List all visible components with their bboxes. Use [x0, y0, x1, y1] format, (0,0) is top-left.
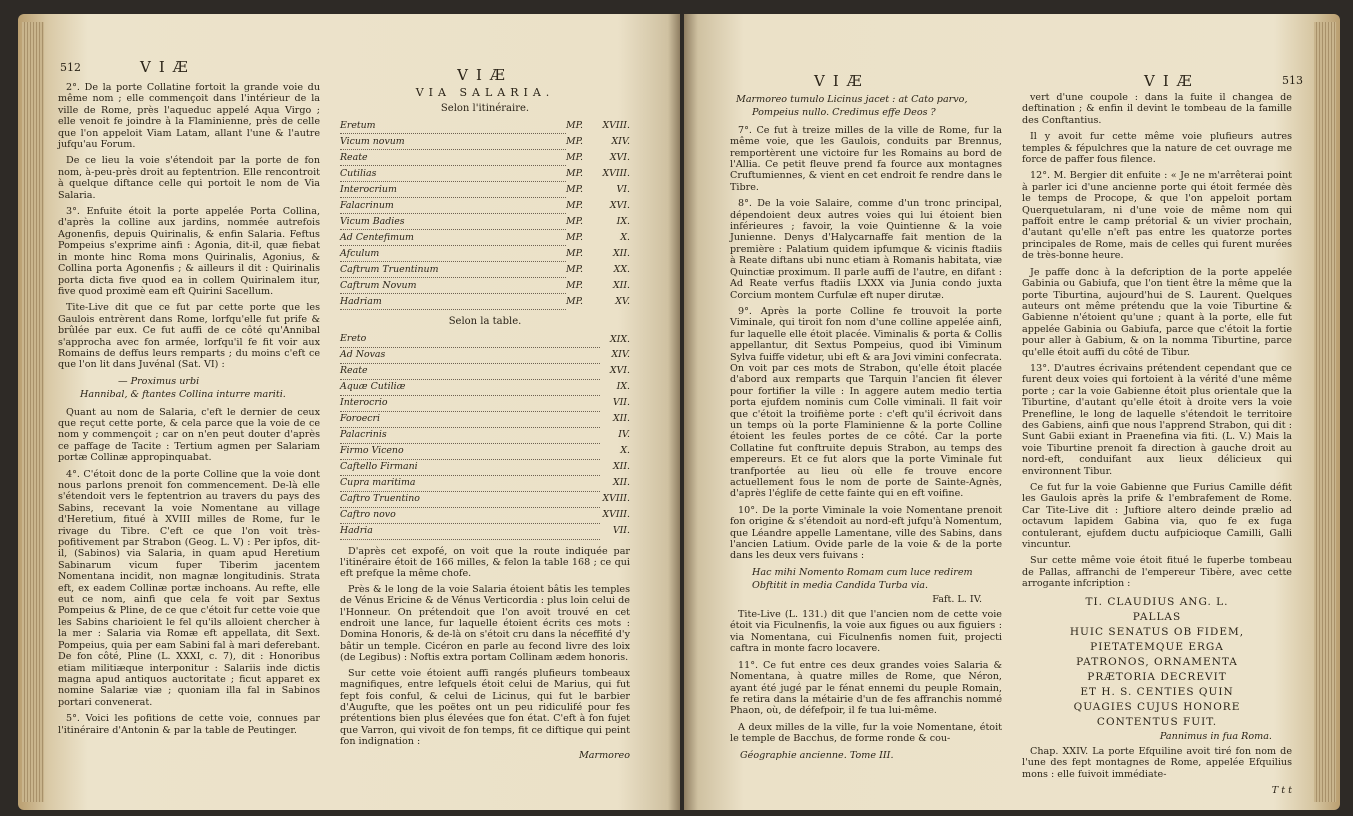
- left-column-2: [340, 66, 630, 761]
- distance: XVI.: [609, 365, 630, 377]
- place-name: Falacrinum: [340, 198, 566, 214]
- page-number-left: 512: [60, 61, 81, 74]
- place-name: Reate: [340, 363, 600, 379]
- distance: XIV.: [611, 136, 630, 148]
- distance: XII.: [612, 477, 630, 489]
- distance: XX.: [613, 264, 630, 276]
- inscription-line: PALLAS: [1132, 610, 1182, 623]
- table-row: [340, 411, 630, 427]
- signature-mark: T t t: [1271, 785, 1292, 797]
- place-name: Reate: [340, 150, 566, 166]
- unit: MP.: [566, 216, 583, 228]
- unit: MP.: [566, 168, 583, 180]
- itinerary-row: [340, 118, 630, 134]
- unit: MP.: [566, 280, 583, 292]
- place-name: Vicum Badies: [340, 214, 566, 230]
- place-name: Firmo Viceno: [340, 443, 600, 459]
- distance: XII.: [612, 413, 630, 425]
- place-name: Hadria: [340, 523, 600, 539]
- open-book: [18, 14, 1340, 810]
- table-row: [340, 427, 630, 443]
- table-row: [340, 507, 630, 523]
- place-name: Caftrum Novum: [340, 278, 566, 294]
- verse-line: Hac mihi Nomento Romam cum luce redirem: [752, 566, 973, 578]
- unit: MP.: [566, 136, 583, 148]
- section-title: VIA SALARIA.: [415, 86, 555, 100]
- paragraph: Je paffe donc à la defcription de la porte appelée Gabinia ou Gabiufa, que l'on tient être la même que la porte Tiburtina, aujourd'hui de S. Laurent. Quelques auteurs ont même prétendu que la voie Tiburtine & Gabienne n'étoient qu'une ; quant à la porte, elle fut appelée Gabinia ou Gabiufa, parce que c'étoit la fortie pour aller à Gabium, & on la nomma Tiburtine, parce qu'elle étoit auffi du côté de Tibur.: [1022, 266, 1292, 358]
- itinerary-row: [340, 198, 630, 214]
- paragraph: 8°. De la voie Salaire, comme d'un tronc principal, dépendoient deux autres voies qui lui étoient bien inférieures ; favoir, la voie Quintienne & la voie Junienne. Denys d'Halycarnaffe fait mention de la première : Palatium quidem ipfumque & vicinis ftadiis à Reate diftans ubi nunc etiam à Romanis habitata, viæ Quinctiæ proximum. Il parle auffi de l'autre, en difant : Ad Reate verfus ftadiis LXXX via Junia condo juxta Corcium montem Curfulæ eft nuper dirutæ.: [730, 198, 1002, 301]
- itinerary-row: [340, 150, 630, 166]
- right-column-2: [1022, 92, 1292, 797]
- distance: XVIII.: [602, 120, 630, 132]
- table-row: [340, 459, 630, 475]
- distance: IX.: [616, 381, 630, 393]
- paragraph: Il y avoit fur cette même voie plufieurs autres temples & fépulchres que la nature de cet ouvrage me force de paffer fous filence.: [1022, 131, 1292, 166]
- verse-line: Hannibal, & ftantes Collina inturre mariti.: [80, 389, 286, 401]
- paragraph: 9°. Après la porte Colline fe trouvoit la porte Viminale, qui tiroit fon nom d'une colline appelée ainfi, fur laquelle elle étoit placée. Viminalis & porta & Collis appellantur, dit Sextus Pompeius, quod ibi Viminum Sylva fuiffe videtur, ubi eft & ara Jovi vimini confecrata. On voit par ces mots de Strabon, qu'elle étoit placée d'abord aux remparts que Tarquin l'ancien fit élever pour fortifier la ville : In aggere autem medio tertia porta ejufdem nominis cum Colle viminali. Il fait voir que c'étoit la troifième porte : c'eft qu'il écrivoit dans un temps où la porte Flaminienne & la porte Colline étoient les feules portes de ce côté. Car la porte Collatine fut conftruite depuis Strabon, au temps des empereurs. Et ce fut alors que la porte Viminale fut tranfportée au lieu où elle fe trouve encore actuellement fous le nom de porte de Sainte-Agnès, d'après l'églife de cette fainte qui en eft voifine.: [730, 305, 1002, 500]
- table-row: [340, 379, 630, 395]
- distance: XVIII.: [602, 509, 630, 521]
- paragraph: Sur cette voie étoient auffi rangés plufieurs tombeaux magnifiques, entre lefquels étoit celui de Marius, qui fut fept fois conful, & celui de Licinus, qui fut le barbier d'Augufte, que les poëtes ont un peu ridiculifé pour fes prétentions bien plus élevées que fon état. C'eft à fon fujet que Varron, qui vivoit de fon temps, fit ce diftique qui peint fon indignation :: [340, 667, 630, 748]
- peutinger-table: [340, 332, 630, 540]
- paragraph: Sur cette même voie étoit fitué le fuperbe tombeau de Pallas, affranchi de l'empereur Tibère, avec cette arrogante infcription :: [1022, 555, 1292, 590]
- paragraph: Ce fut fur la voie Gabienne que Furius Camille défit les Gaulois après la prife & l'embrafement de Rome. Car Tite-Live dit : Juftiore altero deinde prælio ad octavum lapidem Gabina via, quo fe ex fuga contulerant, ejufdem ductu aufpicioque Camilli, Galli vincuntur.: [1022, 482, 1292, 551]
- right-column-1: [730, 92, 1002, 761]
- paragraph: Tite-Live dit que ce fut par cette porte que les Gaulois entrèrent dans Rome, lorfqu'elle fut prife & brûlée par eux. Ce fut auffi de ce côté qu'Annibal s'approcha avec fon armée, lorfqu'il fe fit voir aux Romains de deffus leurs remparts ; du moins c'eft ce que l'on lit dans Juvénal (Sat. VI) :: [58, 302, 320, 371]
- place-name: Hadriam: [340, 294, 566, 310]
- table-row: [340, 395, 630, 411]
- place-name: Ad Centefimum: [340, 230, 566, 246]
- left-column-1: [58, 82, 320, 741]
- inscription-reference: Pannimus in fua Roma.: [1159, 730, 1272, 742]
- left-page: [18, 14, 680, 810]
- verse-line: Pompeius nullo. Credimus effe Deos ?: [752, 107, 936, 119]
- itinerary-row: [340, 182, 630, 198]
- itinerary-row: [340, 294, 630, 310]
- inscription: [1022, 595, 1292, 730]
- paragraph: 5°. Voici les pofitions de cette voie, connues par l'itinéraire d'Antonin & par la table de Peutinger.: [58, 713, 320, 736]
- table-row: [340, 523, 630, 539]
- distance: XIV.: [611, 349, 630, 361]
- paragraph: 4°. C'étoit donc de la porte Colline que la voie dont nous parlons prenoit fon commencement. De-là elle s'étendoit vers le feptentrion au travers du pays des Sabins, recevant la voie Nomentane au village d'Heretium, fitué à XVIII milles de Rome, fur le rivage du Tibre. C'eft ce que l'on voit très-pofitivement par Strabon (Geog. L. V) : Per ipfos, dit-il, (Sabinos) via Salaria, in quam apud Heretium Sabinarum vicum fuper Tiberim jacentem Nomentana incidit, non magnæ longitudinis. Strata eft, ex eadem Collinæ portæ inchoans. Au refte, elle eut ce nom, ainfi que cela fe voit par Sextus Pompeius & Pline, de ce que c'étoit fur cette voie que les Sabins charioient le fel qu'ils alloient chercher à la mer : Salaria via Romæ eft appellata, dit Sext. Pompeius, quia per eam Sabini fal à mari deferebant. De fon côté, Pline (L. XXXI, c. 7), dit : Honoribus etiam militiæque interponitur : Salariis inde dictis magna apud antiquos auctoritate ; ficut apparet ex nomine Salariæ viæ ; quoniam illa fal in Sabinos portari convenerat.: [58, 468, 320, 708]
- paragraph: D'après cet expofé, on voit que la route indiquée par l'itinéraire étoit de 166 milles, & felon la table 168 ; ce qui eft prefque la même chofe.: [340, 545, 630, 580]
- inscription-line: PATRONOS, ORNAMENTA: [1076, 655, 1238, 668]
- table-row: [340, 475, 630, 491]
- paragraph: Près & le long de la voie Salaria étoient bâtis les temples de Vénus Ericine & de Vénus Verticordia : plus loin celui de l'Honneur. On prétendoit que l'on avoit trouvé en cet endroit une lance, fur laquelle étoient écrits ces mots : Domina Honoris, & de-là on s'étoit cru dans la néceffité d'y bâtir un temple. Cicéron en parle au fecond livre des loix (de Legibus) : Noftis extra portam Collinam ædem honoris.: [340, 583, 630, 664]
- inscription-line: TI. CLAUDIUS ANG. L.: [1085, 595, 1229, 608]
- paragraph: 13°. D'autres écrivains prétendent cependant que ce furent deux voies qui fortoient à la vérité d'une même porte ; car la voie Gabienne étoit plus orientale que la Tiburtine, d'autant qu'elle étoit à droite vers la voie Prenefline, le long de laquelle s'étendoit le territoire des Gabiens, ainfi que nous l'apprend Strabon, qui dit : Sunt Gabii exiant in Praenefina via fiti. (L. V.) Mais la voie Tiburtine prenoit fa direction à gauche droit au nord-eft, conduifant aux lieux délicieux qui environnent Tibur.: [1022, 362, 1292, 477]
- itinerary-row: [340, 246, 630, 262]
- distance: IX.: [616, 216, 630, 228]
- distance: XV.: [615, 296, 630, 308]
- inscription-line: ET H. S. CENTIES QUIN: [1080, 685, 1234, 698]
- place-name: Eretum: [340, 118, 566, 134]
- unit: MP.: [566, 152, 583, 164]
- inscription-line: CONTENTUS FUIT.: [1096, 715, 1218, 728]
- paragraph: Tite-Live (L. 131.) dit que l'ancien nom de cette voie étoit via Ficulnenfis, la voie aux figues ou aux figuiers : via Nomentana, cui Ficulnenfis nomen fuit, projecti caftra in monte facro locavere.: [730, 609, 1002, 655]
- place-name: Ereto: [340, 332, 600, 348]
- place-name: Cutilias: [340, 166, 566, 182]
- distance: X.: [620, 445, 630, 457]
- paragraph: vert d'une coupole : dans la fuite il changea de deftination ; & enfin il devint le tombeau de la famille des Conftantius.: [1022, 92, 1292, 126]
- paragraph: 10°. De la porte Viminale la voie Nomentane prenoit fon origine & s'étendoit au nord-eft jufqu'à Nomentum, que Léandre appelle Lamentane, ville des Sabins, dans l'ancien Latium. Ovide parle de la voie & de la porte dans les deux vers fuivans :: [730, 504, 1002, 562]
- itinerary-table: [340, 118, 630, 310]
- place-name: Caftro Truentino: [340, 491, 600, 507]
- inscription-line: PIETATEMQUE ERGA: [1090, 640, 1224, 653]
- running-head-right: VIÆ: [814, 72, 870, 90]
- distance: XII.: [612, 248, 630, 260]
- table-row: [340, 491, 630, 507]
- inscription-line: HUIC SENATUS OB FIDEM,: [1069, 625, 1245, 638]
- table-row: [340, 332, 630, 348]
- place-name: Interocrio: [340, 395, 600, 411]
- distance: XII.: [612, 280, 630, 292]
- page-edges-left: [22, 22, 44, 802]
- distance: X.: [620, 232, 630, 244]
- table-row: [340, 443, 630, 459]
- verse-line: Marmoreo tumulo Licinus jacet : at Cato parvo,: [736, 94, 968, 105]
- distance: XVIII.: [602, 493, 630, 505]
- distance: XVI.: [609, 200, 630, 212]
- inscription-line: QUAGIES CUJUS HONORE: [1073, 700, 1241, 713]
- unit: MP.: [566, 120, 583, 132]
- place-name: Palacrinis: [340, 427, 600, 443]
- paragraph: Quant au nom de Salaria, c'eft le dernier de ceux que reçut cette porte, & cela parce que la voie de ce nom y commençoit ; car on n'en peut douter d'après ce paffage de Tacite : Tertium agmen per Salariam portæ Collinæ appropinquabat.: [58, 406, 320, 464]
- distance: IV.: [618, 429, 630, 441]
- place-name: Ad Novas: [340, 347, 600, 363]
- distance: VI.: [616, 184, 630, 196]
- verse-line: Obftitit in media Candida Turba via.: [752, 580, 929, 592]
- right-page: [684, 14, 1340, 810]
- distance: XVI.: [609, 152, 630, 164]
- place-name: Interocrium: [340, 182, 566, 198]
- table-heading: Selon la table.: [448, 316, 522, 328]
- paragraph: 12°. M. Bergier dit enfuite : « Je ne m'arrêterai point à parler ici d'une ancienne porte qui étoit fermée dès le temps de Procope, & que l'on appeloit portam Querquetularam, ni d'une voie de même nom qui paffoit entre le camp prétorial & un vivier prochain, d'autant qu'elle n'eft pas entre les quatorze portes principales de Rome, mais de celles qui furent murées de très-bonne heure.: [1022, 170, 1292, 262]
- page-edges-right: [1314, 22, 1336, 802]
- place-name: Foroecri: [340, 411, 600, 427]
- itinerary-row: [340, 262, 630, 278]
- distance: XVIII.: [602, 168, 630, 180]
- unit: MP.: [566, 264, 583, 276]
- verse-reference: Faft. L. IV.: [932, 593, 982, 605]
- page-title: VIÆ: [457, 66, 513, 84]
- paragraph: 11°. Ce fut entre ces deux grandes voies Salaria & Nomentana, à quatre milles de Rome, que Néron, ayant été jugé par le fénat ennemi du peuple Romain, fe retira dans la métairie d'un de fes affranchis nommé Phaon, où, de défefpoir, il fe tua lui-même.: [730, 659, 1002, 717]
- table-row: [340, 363, 630, 379]
- paragraph: 3°. Enfuite étoit la porte appelée Porta Collina, d'après la colline aux jardins, nommée autrefois Agonenfis, depuis Quirinalis, & enfin Salaria. Feftus Pompeius s'exprime ainfi : Agonia, dit-il, quæ fiebat in monte hinc Roma mons Quirinalis, Agonius, & Collina porta Agonenfis ; & ailleurs il dit : Quirinalis porta dicta five quod ea in collem Quirinalem itur, five quod proximè eam eft Quirini Sacellum.: [58, 206, 320, 297]
- distance: VII.: [612, 397, 630, 409]
- itinerary-row: [340, 214, 630, 230]
- itinerary-row: [340, 230, 630, 246]
- itinerary-row: [340, 278, 630, 294]
- running-head-left: VIÆ: [140, 58, 196, 76]
- itinerary-row: [340, 166, 630, 182]
- table-row: [340, 347, 630, 363]
- place-name: Aquæ Cutiliæ: [340, 379, 600, 395]
- itinerary-heading: Selon l'itinéraire.: [440, 102, 530, 114]
- place-name: Cupra maritima: [340, 475, 600, 491]
- unit: MP.: [566, 296, 583, 308]
- place-name: Caftrum Truentinum: [340, 262, 566, 278]
- running-head-right-2: VIÆ: [1144, 72, 1200, 90]
- itinerary-row: [340, 134, 630, 150]
- paragraph: De ce lieu la voie s'étendoit par la porte de fon nom, à-peu-près droit au feptentrion. Elle rencontroit à quelque diftance celle qui portoit le nom de Via Salaria.: [58, 155, 320, 201]
- paragraph: A deux milles de la ville, fur la voie Nomentane, étoit le temple de Bacchus, de forme ronde & cou-: [730, 721, 1002, 745]
- place-name: Caftello Firmani: [340, 459, 600, 475]
- paragraph: Chap. XXIV. La porte Efquiline avoit tiré fon nom de l'une des fept montagnes de Rome, appelée Efquilius mons : elle fuivoit immédiate-: [1022, 746, 1292, 780]
- paragraph: 2°. De la porte Collatine fortoit la grande voie du même nom ; elle commençoit dans l'intérieur de la ville de Rome, près l'aqueduc appelé Aqua Virgo ; elle venoit fe joindre à la Flaminienne, près de celle que l'on appeloit Viam Latam, allant l'une & l'autre jufqu'au Forum.: [58, 82, 320, 151]
- paragraph: 7°. Ce fut à treize milles de la ville de Rome, fur la même voie, que les Gaulois, conduits par Brennus, remportèrent une victoire fur les Romains au bord de l'Allia. Ce petit fleuve prend fa fource aux montagnes Cruftumiennes, & vient en cet endroit fe rendre dans le Tibre.: [730, 124, 1002, 193]
- distance: XIX.: [609, 333, 630, 345]
- inscription-line: PRÆTORIA DECREVIT: [1087, 670, 1227, 683]
- page-number-right: 513: [1282, 74, 1303, 87]
- place-name: Vicum novum: [340, 134, 566, 150]
- unit: MP.: [566, 200, 583, 212]
- distance: VII.: [612, 525, 630, 537]
- unit: MP.: [566, 248, 583, 260]
- catchword: Marmoreo: [578, 749, 630, 761]
- unit: MP.: [566, 232, 583, 244]
- unit: MP.: [566, 184, 583, 196]
- place-name: Caftro novo: [340, 507, 600, 523]
- place-name: Afculum: [340, 246, 566, 262]
- verse-line: — Proximus urbi: [118, 375, 200, 387]
- distance: XII.: [612, 461, 630, 473]
- footer-note: Géographie ancienne. Tome III.: [740, 749, 894, 761]
